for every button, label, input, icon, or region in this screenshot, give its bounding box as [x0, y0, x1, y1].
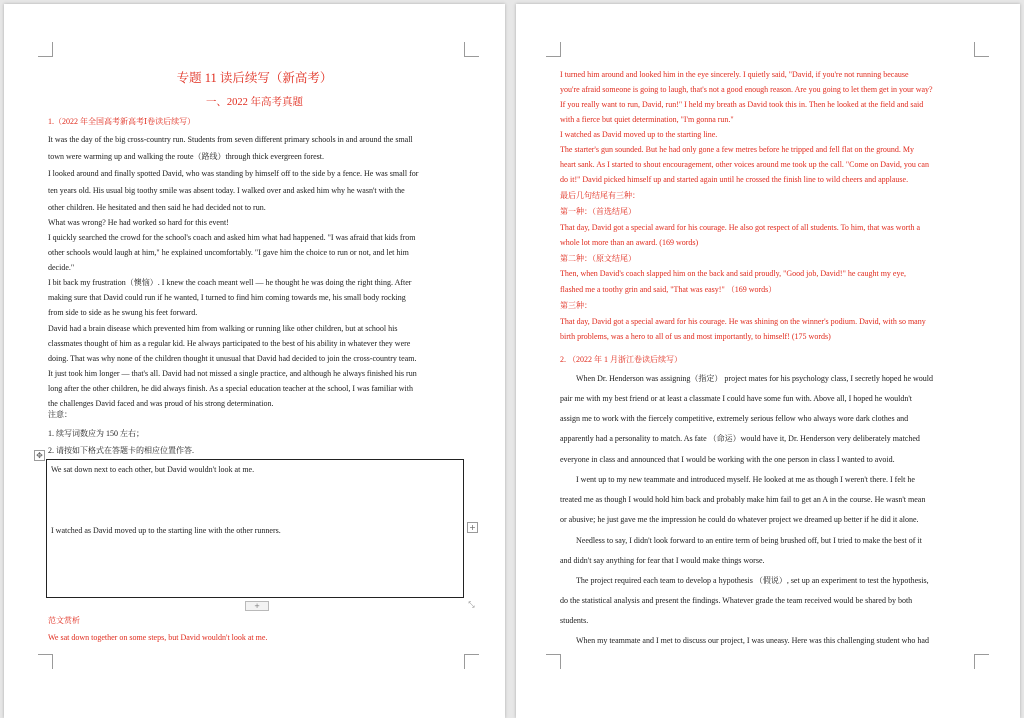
text-line: everyone in class and announced that I would be working with the one person in class I wanted to avoid. [560, 455, 895, 464]
text-line: 第二种：（原文结尾） [560, 254, 636, 263]
page-corner-mark [974, 42, 989, 57]
text-line: treated me as though I would hold him back and probably make him fail to get an A in the course. He wasn't mean [560, 495, 926, 504]
add-column-plus-icon[interactable]: + [467, 522, 478, 533]
text-line: making sure that David could run if he wanted, I turned to find him coming towards me, his small body rocking [48, 293, 406, 302]
text-line: from side to side as he swung his feet forward. [48, 308, 198, 317]
text-line: heart sank. As I started to shout encouragement, other voices around me took up the call. "Come on David, you can [560, 160, 929, 169]
text-line: other children. He hesitated and then said he had decided not to run. [48, 203, 266, 212]
text-line: 第三种： [560, 301, 592, 310]
page-corner-mark [38, 42, 53, 57]
page-corner-mark [546, 654, 561, 669]
page-corner-mark [546, 42, 561, 57]
document-page-2 [516, 4, 1020, 718]
document-title: 专题 11 读后续写（新高考） [176, 71, 333, 85]
text-line: whole lot more than an award. (169 words) [560, 238, 699, 247]
text-line: If you really want to run, David, run!" I held my breath as David took this in. Then he looked at the field and said [560, 100, 924, 109]
answer-box-middle-line: I watched as David moved up to the starting line with the other runners. [51, 526, 281, 535]
text-line: apparently had a personality to match. As fate （命运）would have it, Dr. Henderson very deliberately matched [560, 434, 920, 443]
text-line: other schools would laugh at him," he explained uncomfortably. "I gave him the choice to run or not, and let him [48, 248, 409, 257]
text-line: Then, when David's coach slapped him on the back and said proudly, "Good job, David!" he caught my eye, [560, 269, 907, 278]
page-corner-mark [464, 654, 479, 669]
text-line: When Dr. Henderson was assigning（指定） project mates for his psychology class, I secretly hoped he would [576, 374, 934, 383]
question-heading: 2. （2022 年 1 月浙江卷读后续写） [560, 355, 682, 364]
text-line: town were warming up and walking the route（路线）through thick evergreen forest. [48, 152, 324, 161]
analysis-line: We sat down together on some steps, but David wouldn't look at me. [48, 633, 268, 642]
question-heading: 1.（2022 年全国高考新高考Ⅰ卷读后续写） [48, 117, 196, 126]
text-line: the challenges David faced and was proud of his strong determination. [48, 399, 274, 408]
text-line: pair me with my best friend or at least a classmate I could have some fun with. Above all, I hoped he wouldn't [560, 394, 913, 403]
note-item: 1. 续写词数应为 150 左右； [48, 429, 144, 438]
page-corner-mark [38, 654, 53, 669]
text-line: do it!" David picked himself up and started again until he crossed the finish line to wild cheers and applause. [560, 175, 909, 184]
text-line: When my teammate and I met to discuss our project, I was uneasy. Here was this challenging student who had [576, 636, 929, 645]
text-line: I turned him around and looked him in the eye sincerely. I quietly said, "David, if you're not running because [560, 70, 909, 79]
text-line: That day, David got a special award for his courage. He also got respect of all students. To him, that was worth a [560, 223, 921, 232]
text-line: What was wrong? He had worked so hard for this event! [48, 218, 229, 227]
text-line: decide." [48, 263, 75, 272]
text-line: 第一种：（首选结尾） [560, 207, 636, 216]
analysis-heading: 范文赏析 [48, 616, 80, 625]
text-line: I bit back my frustration（懊恼）. I knew the coach meant well — he thought he was doing the right thing. After [48, 278, 412, 287]
text-line: with a fierce but quiet determination, "I'm gonna run." [560, 115, 734, 124]
text-line: birth problems, was a hero to all of us and most importantly, to himself! (175 words) [560, 332, 831, 341]
text-line: Needless to say, I didn't look forward to an entire term of being brushed off, but I tried to make the best of it [576, 536, 922, 545]
text-line: That day, David got a special award for his courage. He was shining on the winner's podium. David, with so many [560, 317, 926, 326]
notes-heading: 注意： [48, 410, 72, 419]
answer-box[interactable] [46, 459, 464, 598]
text-line: students. [560, 616, 589, 625]
text-line: It was the day of the big cross-country run. Students from seven different primary schools in and around the small [48, 135, 413, 144]
text-line: assign me to work with the fiercely competitive, extremely serious fellow who always wore dark clothes and [560, 414, 909, 423]
text-line: and didn't say anything for fear that I would make things worse. [560, 556, 765, 565]
text-line: I quickly searched the crowd for the school's coach and asked him what had happened. "I was afraid that kids from [48, 233, 416, 242]
text-line: David had a brain disease which prevented him from walking or running like other children, but at school his [48, 324, 398, 333]
page-corner-mark [974, 654, 989, 669]
document-page-1 [4, 4, 505, 718]
text-line: flashed me a toothy grin and said, "That was easy!" （169 words） [560, 285, 777, 294]
text-line: long after the other children, he did always finish. As a special education teacher at the school, I was familiar with [48, 384, 413, 393]
text-line: The starter's gun sounded. But he had only gone a few metres before he tripped and fell flat on the ground. My [560, 145, 915, 154]
table-resize-icon[interactable]: ⤡ [468, 600, 475, 609]
page-corner-mark [464, 42, 479, 57]
text-line: ten years old. His usual big toothy smile was absent today. I walked over and asked him why he wasn't with the [48, 186, 405, 195]
text-line: classmates thought of him as a regular kid. He always participated to the best of his ability in whatever they were [48, 339, 411, 348]
text-line: I looked around and finally spotted David, who was standing by himself off to the side by a fence. He was small for [48, 169, 419, 178]
text-line: I watched as David moved up to the starting line. [560, 130, 718, 139]
text-line: 最后几句结尾有三种： [560, 191, 640, 200]
text-line: you're afraid someone is going to laugh, that's not a good enough reason. Are you going to let them get in your way? [560, 85, 933, 94]
text-line: The project required each team to develop a hypothesis （假说）, set up an experiment to test the hypothesis, [576, 576, 929, 585]
answer-box-start-line: We sat down next to each other, but David wouldn't look at me. [51, 465, 255, 474]
text-line: It just took him longer — that's all. David had not missed a single practice, and although he always finished his run [48, 369, 417, 378]
section-heading: 一、2022 年高考真题 [205, 97, 304, 108]
add-row-plus-icon[interactable]: + [245, 601, 269, 611]
text-line: I went up to my new teammate and introduced myself. He looked at me as though I weren't there. I felt he [576, 475, 915, 484]
text-line: or abusive; he just gave me the impression he could do whatever project we dreamed up better if he did it alone. [560, 515, 919, 524]
text-line: doing. That was why none of the children thought it unusual that David had decided to join the cross-country team. [48, 354, 417, 363]
text-line: do the statistical analysis and present the findings. Whatever grade the team received would be shared by both [560, 596, 913, 605]
table-move-handle-icon[interactable]: ✥ [34, 450, 45, 461]
note-item: 2. 请按如下格式在答题卡的相应位置作答. [48, 446, 194, 455]
